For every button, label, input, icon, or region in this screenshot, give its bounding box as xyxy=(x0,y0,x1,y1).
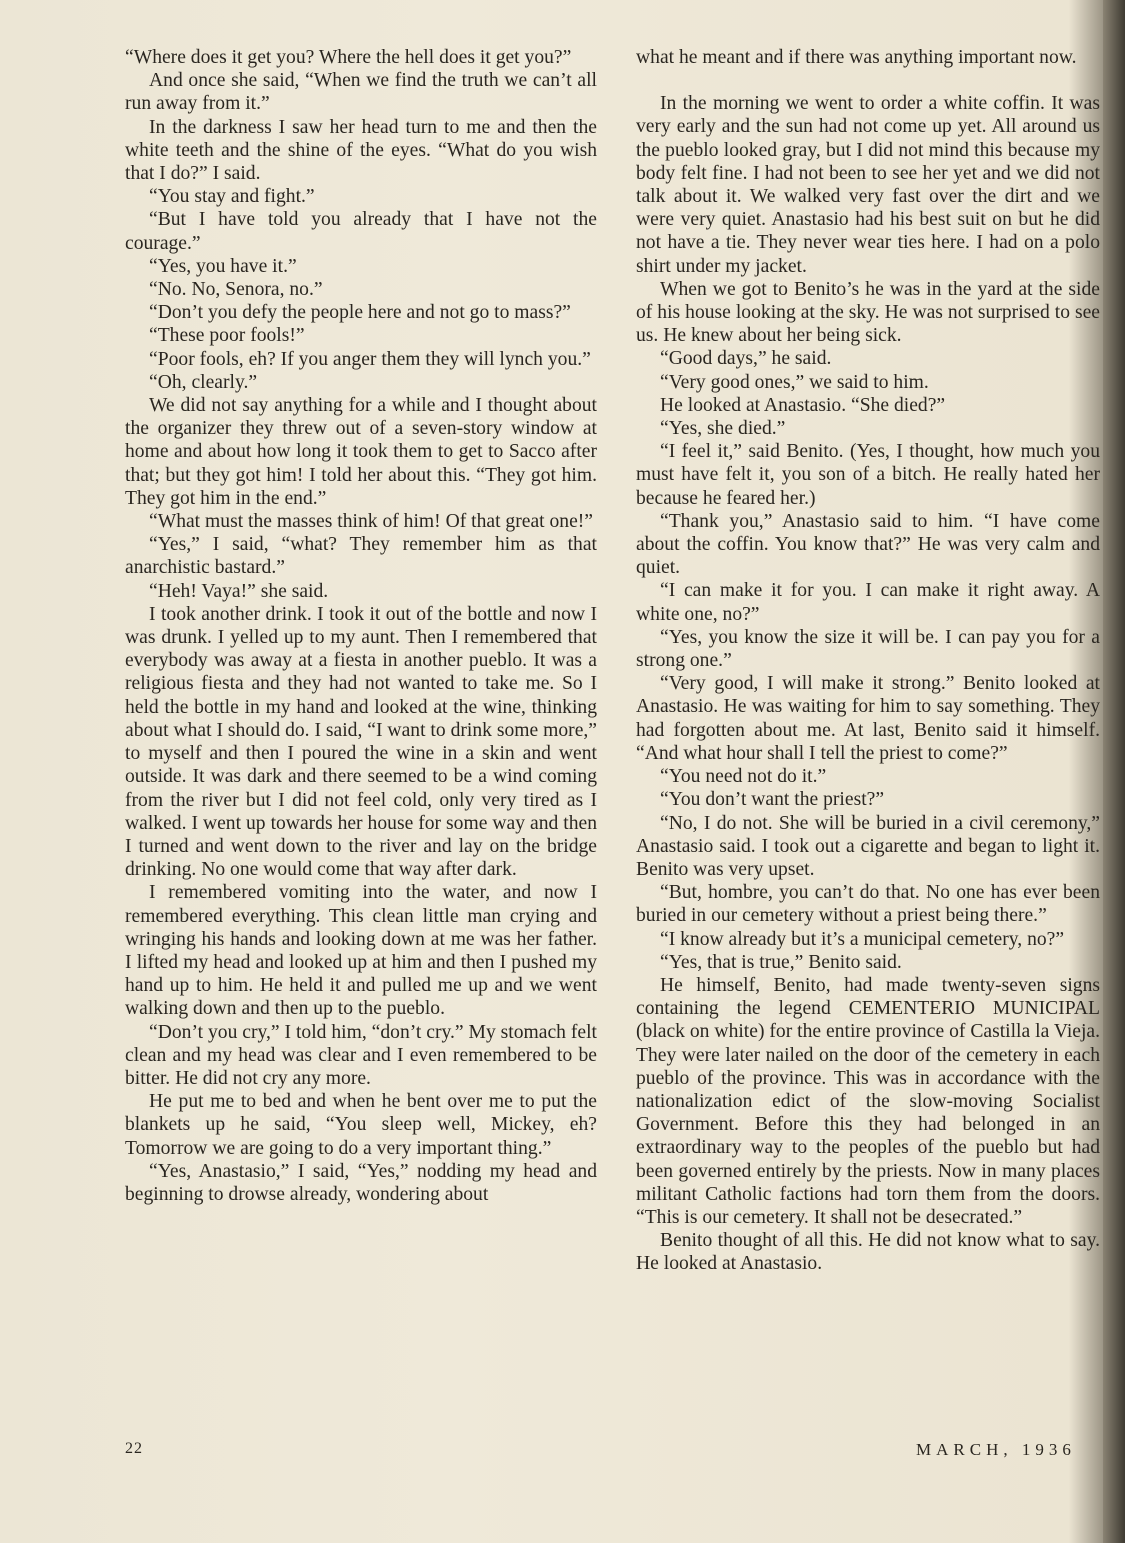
paragraph: “You don’t want the priest?” xyxy=(660,789,885,811)
paragraph: “Yes, that is true,” Benito said. xyxy=(660,951,902,973)
paragraph: He put me to bed and when he bent over me to put the blankets up he said, “You sleep well, Mickey, eh? Tomorrow we are going to do a very important thing.” xyxy=(125,1091,597,1159)
paragraph: When we got to Benito’s he was in the yard at the side of his house looking at the sky. He was not surprised to see us. He knew about her being sick. xyxy=(636,278,1100,347)
paragraph: “But I have told you already that I have not the courage.” xyxy=(125,209,597,254)
paragraph: “Yes, you have it.” xyxy=(149,255,297,277)
paragraph: “Oh, clearly.” xyxy=(149,371,258,393)
paragraph: “I know already but it’s a municipal cemetery, no?” xyxy=(660,928,1065,950)
paragraph: “You stay and fight.” xyxy=(149,186,315,208)
left-text-column xyxy=(125,46,597,1206)
paragraph: “No, I do not. She will be buried in a civil ceremony,” Anastasio said. I took out a cigarette and began to light it. Benito was very upset. xyxy=(636,812,1100,880)
paragraph: “I can make it for you. I can make it right away. A white one, no?” xyxy=(636,580,1100,625)
paragraph: “Poor fools, eh? If you anger them they will lynch you.” xyxy=(149,348,591,370)
paragraph: “Very good, I will make it strong.” Benito looked at Anastasio. He was waiting for him to say something. They had forgotten about me. At last, Benito said it himself. “And what hour shall I tell the priest to come?” xyxy=(636,673,1100,764)
paragraph: “Very good ones,” we said to him. xyxy=(660,371,929,393)
paragraph: Benito thought of all this. He did not know what to say. He looked at Anastasio. xyxy=(636,1230,1100,1275)
paragraph: He looked at Anastasio. “She died?” xyxy=(660,394,946,416)
paragraph: “No. No, Senora, no.” xyxy=(149,279,323,301)
paragraph: “Good days,” he said. xyxy=(660,348,832,370)
paragraph: We did not say anything for a while and I thought about the organizer they threw out of a seven-story window at home and about how long it took them to get to Sacco after that; but they got him! I told her about this. “They got him. They got him in the end.” xyxy=(125,395,597,509)
paragraph: “But, hombre, you can’t do that. No one has ever been buried in our cemetery without a priest being there.” xyxy=(636,882,1100,927)
paragraph: “Yes, she died.” xyxy=(660,418,786,440)
paragraph: “These poor fools!” xyxy=(149,325,305,347)
paragraph: what he meant and if there was anything important now. xyxy=(636,47,1077,68)
paragraph: “Yes, you know the size it will be. I can pay you for a strong one.” xyxy=(636,626,1100,672)
paragraph: I took another drink. I took it out of the bottle and now I was drunk. I yelled up to my aunt. Then I remembered that everybody was away at a fiesta in another pueblo. It was a religious fiesta and they had not wanted to take me. So I held the bottle in my hand and looked at the wine, thinking about what I should do. I said, “I want to drink some more,” to myself and then I poured the wine in a skin and went outside. It was dark and there seemed to be a wind coming from the river but I did not feel cold, only very tired as I walked. I went up towards her house for some way and then I turned and went down to the river and lay on the bridge drinking. No one would come that way after dark. xyxy=(125,603,597,881)
paragraph: “You need not do it.” xyxy=(660,766,827,788)
paragraph: “Don’t you cry,” I told him, “don’t cry.” My stomach felt clean and my head was clear and I even remembered to be bitter. He did not cry any more. xyxy=(125,1021,597,1089)
paragraph: “Where does it get you? Where the hell does it get you?” xyxy=(125,47,572,68)
paragraph: “Yes, Anastasio,” I said, “Yes,” nodding my head and beginning to drowse already, wondering about xyxy=(125,1160,597,1205)
page-number: 22 xyxy=(125,1440,143,1457)
paragraph: In the darkness I saw her head turn to me and then the white teeth and the shine of the eyes. “What do you wish that I do?” I said. xyxy=(125,116,597,185)
paragraph: “Heh! Vaya!” she said. xyxy=(149,580,329,602)
issue-date: MARCH, 1936 xyxy=(916,1440,1076,1459)
right-text-column xyxy=(636,46,1100,1276)
paragraph: I remembered vomiting into the water, and now I remembered everything. This clean little man crying and wringing his hands and looking down at me was her father. I lifted my head and looked up at him and then I pushed my hand up to him. He held it and pulled me up and we went walking down and then up to the pueblo. xyxy=(125,882,597,1020)
binding-edge xyxy=(1103,0,1125,1543)
paragraph: “Don’t you defy the people here and not go to mass?” xyxy=(149,302,571,324)
paragraph: And once she said, “When we find the truth we can’t all run away from it.” xyxy=(125,70,597,115)
paragraph: “Thank you,” Anastasio said to him. “I have come about the coffin. You know that?” He was very calm and quiet. xyxy=(636,510,1100,579)
paragraph: “Yes,” I said, “what? They remember him as that anarchistic bastard.” xyxy=(125,534,597,579)
paragraph: In the morning we went to order a white coffin. It was very early and the sun had not come up yet. All around us the pueblo looked gray, but I did not mind this because my body felt fine. I had not been to see her yet and we did not talk about it. We walked very fast over the dirt and we were very quiet. Anastasio had his best suit on but he did not have a tie. They never wear ties here. I had on a polo shirt under my jacket. xyxy=(636,93,1100,277)
paragraph: He himself, Benito, had made twenty-seven signs containing the legend CEMENTERIO MUNICIPAL (black on white) for the entire province of Castilla la Vieja. They were later nailed on the door of the cemetery in each pueblo of the province. This was in accordance with the nationalization edict of the slow-moving Socialist Government. Before this they had belonged in an extraordinary way to the peoples of the pueblo but had been governed entirely by the priests. Now in many places militant Catholic factions had torn them from the doors. “This is our cemetery. It shall not be desecrated.” xyxy=(636,974,1100,1228)
paragraph: “I feel it,” said Benito. (Yes, I thought, how much you must have felt it, you son of a bitch. He really hated her because he feared her.) xyxy=(636,441,1100,509)
paragraph: “What must the masses think of him! Of that great one!” xyxy=(149,511,593,533)
